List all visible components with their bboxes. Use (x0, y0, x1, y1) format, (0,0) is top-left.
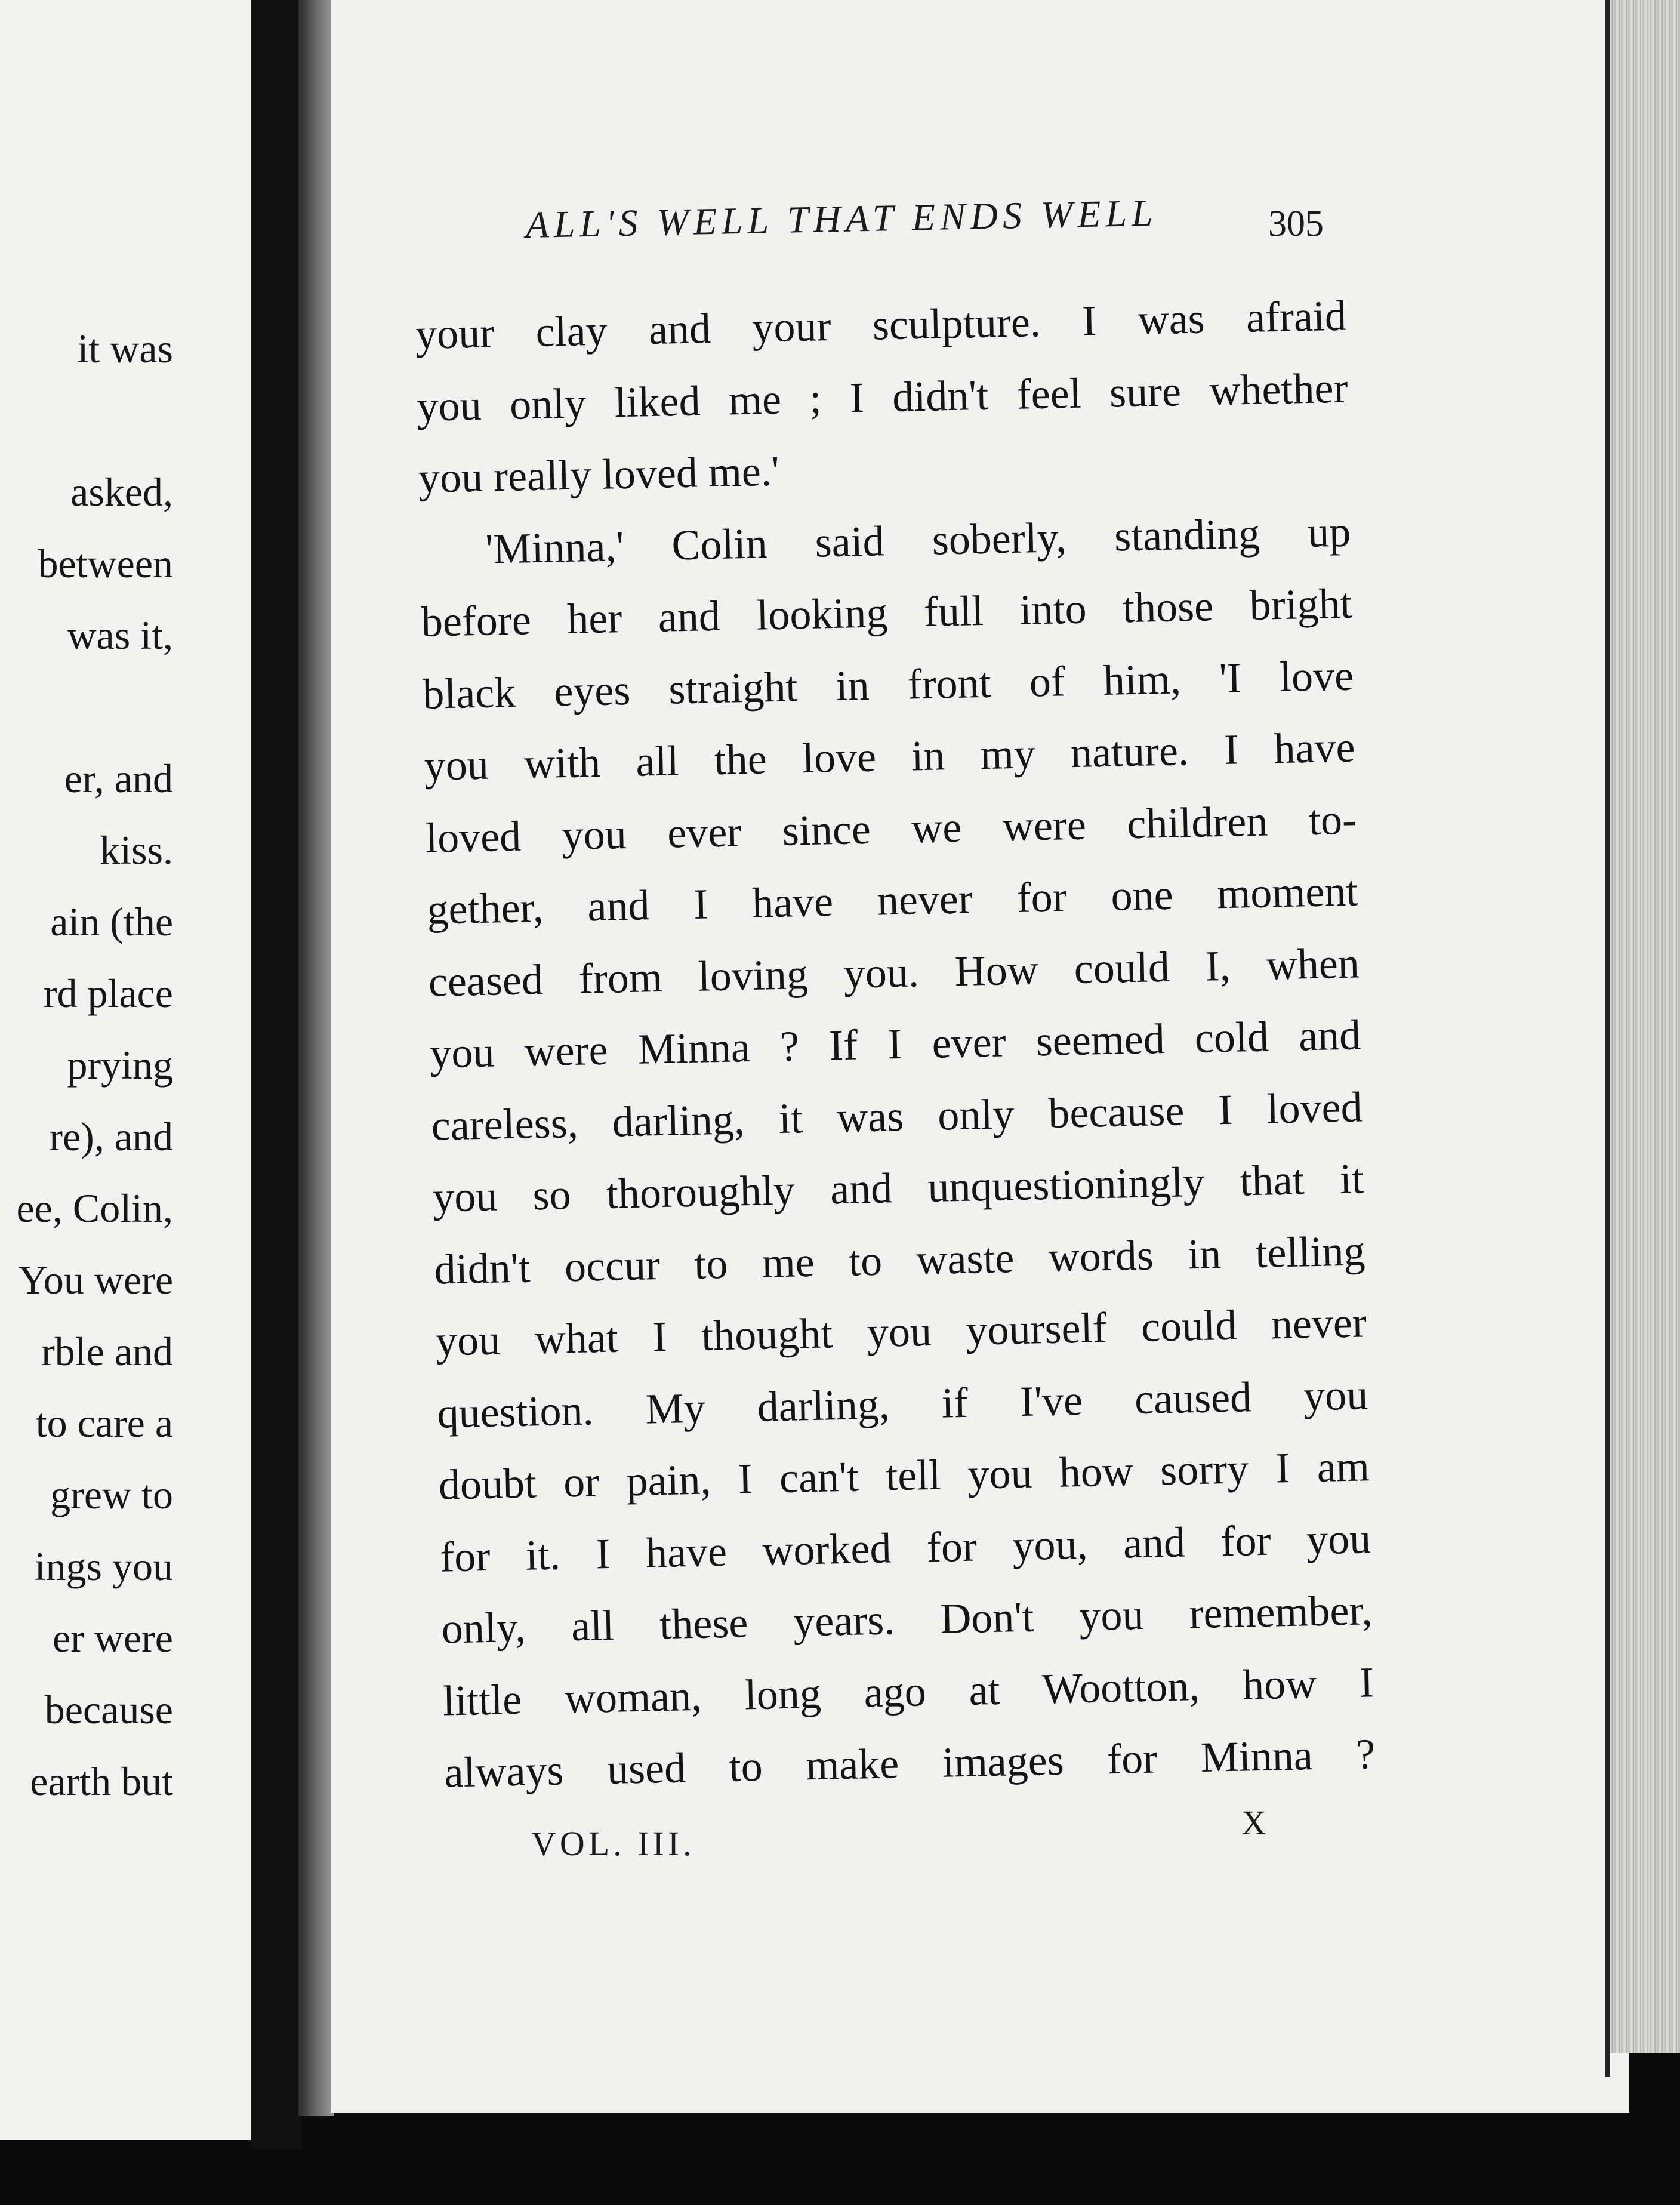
text-line: you with all the love in my nature. I have (423, 723, 1356, 790)
left-page-line: prying (67, 1042, 173, 1088)
text-line: gether, and I have never for one moment (426, 867, 1359, 934)
book-gutter (298, 0, 334, 2116)
text-line: ceased from loving you. How could I, when (428, 938, 1360, 1006)
text-line: little woman, long ago at Wootton, how I (442, 1658, 1374, 1725)
text-line: question. My darling, if I've caused you (436, 1370, 1368, 1437)
text-line: black eyes straight in front of him, 'I love (422, 651, 1354, 718)
page-number: 305 (1268, 204, 1324, 244)
text-line: doubt or pain, I can't tell you how sorry I am (438, 1442, 1370, 1509)
text-line: you really loved me.' (418, 446, 780, 502)
left-page-line: kiss. (100, 827, 173, 873)
left-page-line: re), and (49, 1114, 173, 1159)
page-edge (1605, 0, 1680, 2053)
left-page-line: grew to (50, 1472, 173, 1517)
signature-mark: VOL. III. (531, 1824, 695, 1863)
text-line: didn't occur to me to waste words in telling (433, 1226, 1366, 1294)
text-line: 'Minna,' Colin said soberly, standing up (485, 507, 1351, 573)
left-page-line: rd place (43, 971, 173, 1016)
text-line: only, all these years. Don't you remember, (440, 1586, 1373, 1653)
left-page-line: ain (the (50, 899, 173, 944)
left-page-line: earth but (30, 1759, 173, 1804)
left-page-line: to care a (35, 1400, 173, 1446)
text-line: before her and looking full into those bright (421, 579, 1353, 646)
left-page-line: ee, Colin, (16, 1185, 173, 1231)
text-line: for it. I have worked for you, and for you (439, 1514, 1371, 1581)
left-page-line: You were (18, 1257, 173, 1302)
body-text (415, 280, 1376, 1809)
page-edge-shadow (1605, 0, 1610, 2077)
signature-letter: X (1241, 1803, 1266, 1842)
left-page-line: was it, (67, 612, 173, 658)
text-line: your clay and your sculpture. I was afraid (415, 291, 1347, 358)
book-spine (251, 0, 301, 2149)
text-line: always used to make images for Minna ? (443, 1730, 1376, 1797)
text-line: loved you ever since we were children to- (425, 795, 1357, 862)
left-page-line: ings you (34, 1544, 173, 1589)
running-head: ALL'S WELL THAT ENDS WELL (525, 191, 1158, 246)
text-line: careless, darling, it was only because I loved (431, 1082, 1363, 1150)
text-line: you were Minna ? If I ever seemed cold and (429, 1011, 1361, 1077)
text-line: you only liked me ; I didn't feel sure whether (416, 364, 1349, 430)
left-page-line: because (44, 1687, 173, 1732)
text-line: you so thoroughly and unquestioningly that it (432, 1154, 1364, 1221)
left-page-line: it was (77, 326, 173, 371)
left-page-line: between (38, 541, 173, 586)
left-page-line: er, and (64, 756, 173, 801)
left-page-line: rble and (41, 1329, 173, 1374)
left-page-line: asked, (70, 469, 173, 515)
text-line: you what I thought you yourself could never (435, 1298, 1367, 1365)
left-page-line: er were (53, 1615, 173, 1661)
